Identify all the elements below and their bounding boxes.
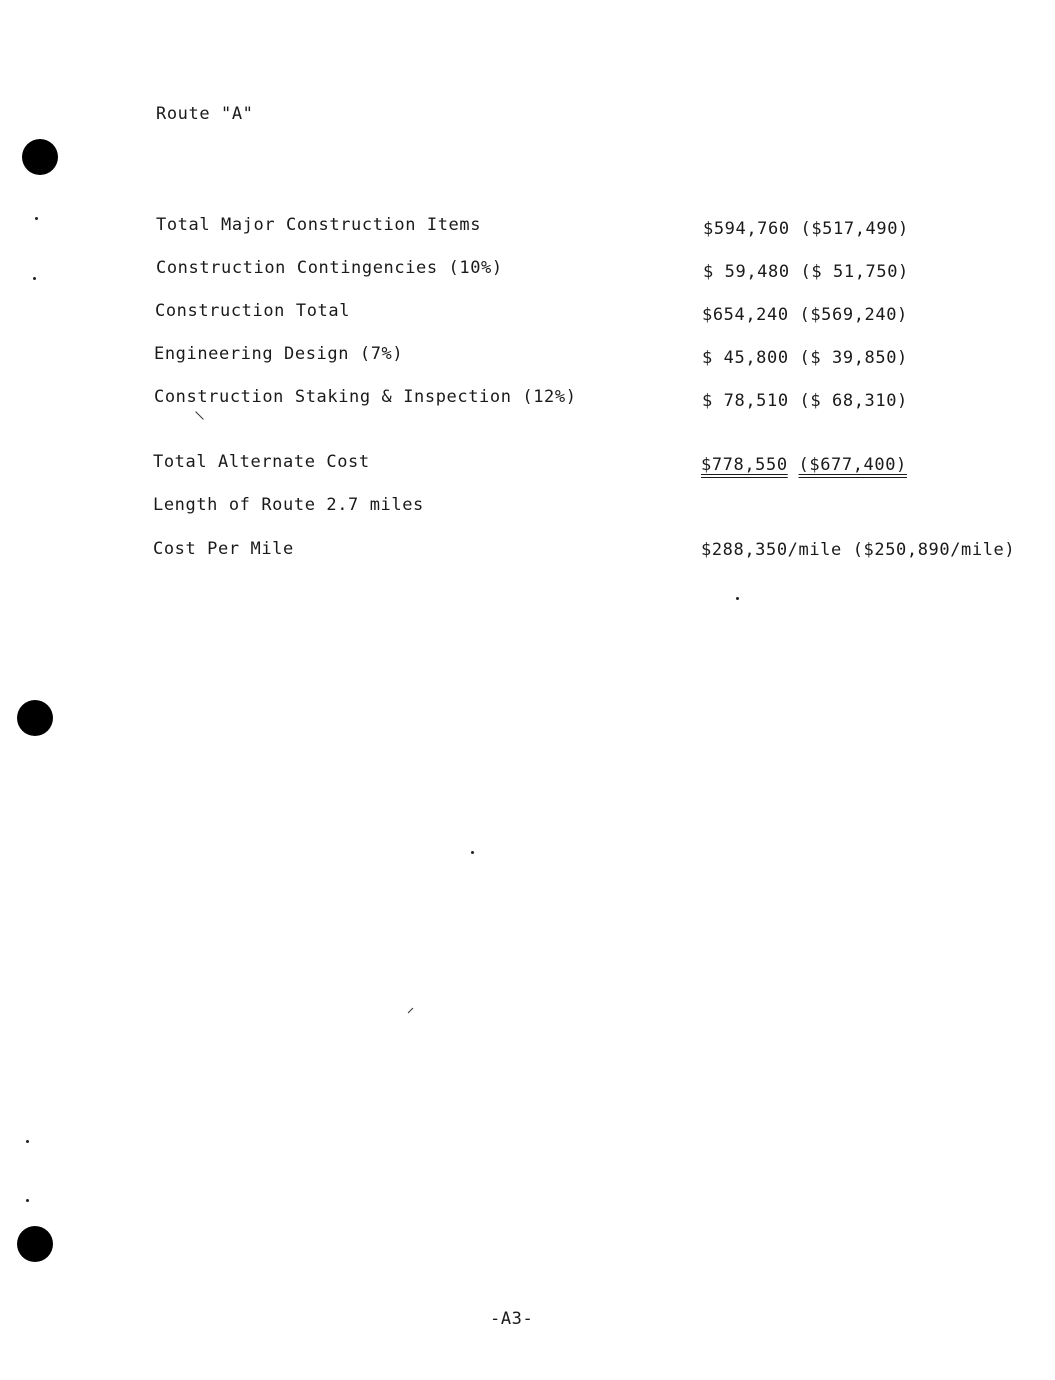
row-value-staking-inspection: $ 78,510 ($ 68,310)	[702, 391, 908, 411]
row-value-construction-total: $654,240 ($569,240)	[702, 305, 908, 325]
speck	[35, 217, 38, 220]
speck	[736, 597, 739, 600]
row-label-engineering-design: Engineering Design (7%)	[154, 344, 404, 364]
route-heading: Route "A"	[156, 104, 254, 124]
total-value-alt: ($677,400)	[798, 455, 907, 475]
row-value-engineering-design: $ 45,800 ($ 39,850)	[702, 348, 908, 368]
row-label-staking-inspection: Construction Staking & Inspection (12%)	[154, 387, 577, 407]
cost-per-mile-label: Cost Per Mile	[153, 539, 294, 559]
row-value-major-items: $594,760 ($517,490)	[703, 219, 909, 239]
route-length: Length of Route 2.7 miles	[153, 495, 424, 515]
speck	[33, 277, 36, 280]
total-value	[701, 455, 907, 475]
speck	[471, 851, 474, 854]
total-value-main: $778,550	[701, 455, 788, 475]
speck	[26, 1199, 29, 1202]
row-label-contingencies: Construction Contingencies (10%)	[156, 258, 503, 278]
row-value-contingencies: $ 59,480 ($ 51,750)	[703, 262, 909, 282]
cost-per-mile-value: $288,350/mile ($250,890/mile)	[701, 540, 1016, 560]
punch-hole-bottom	[17, 1226, 53, 1262]
stray-mark	[408, 1008, 414, 1014]
row-label-construction-total: Construction Total	[155, 301, 351, 321]
total-label: Total Alternate Cost	[153, 452, 370, 472]
page-number: -A3-	[490, 1309, 534, 1329]
row-label-major-items: Total Major Construction Items	[156, 215, 482, 235]
stray-mark	[195, 411, 203, 419]
punch-hole-top	[22, 139, 58, 175]
punch-hole-middle	[17, 700, 53, 736]
speck	[26, 1140, 29, 1143]
